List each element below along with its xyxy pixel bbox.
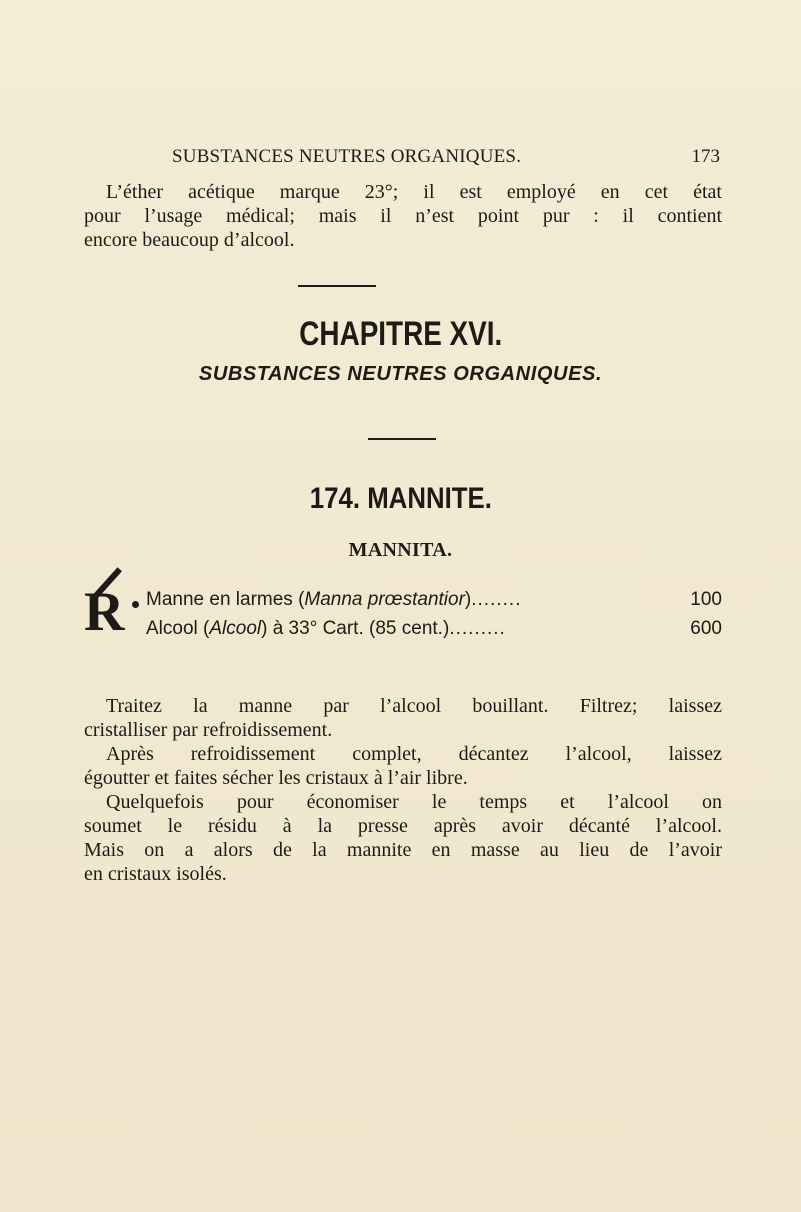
body-line: égoutter et faites sécher les cristaux à l’air libre.	[84, 767, 468, 789]
recipe-block	[84, 581, 724, 664]
ingredient-quantity: 100	[690, 589, 722, 610]
ingredient-quantity: 600	[690, 618, 722, 639]
intro-line-1: L’éther acétique marque 23°; il est employé en cet état	[106, 181, 722, 203]
intro-paragraph	[84, 180, 722, 252]
body-paragraph	[84, 694, 722, 742]
body-line: cristalliser par refroidissement.	[84, 719, 333, 741]
ingredient-name: Alcool (Alcool) à 33° Cart. (85 cent.).........	[146, 618, 506, 639]
top-divider-rule	[298, 285, 376, 287]
intro-line-3: encore beaucoup d’alcool.	[84, 229, 295, 251]
body-line: Quelquefois pour économiser le temps et l’alcool on	[106, 791, 722, 813]
section-divider-rule	[368, 438, 436, 440]
chapter-subtitle: SUBSTANCES NEUTRES ORGANIQUES.	[198, 363, 603, 385]
page-number: 173	[691, 146, 720, 167]
article-title: 174. MANNITE.	[309, 482, 492, 515]
body-line: Après refroidissement complet, décantez l’alcool, laissez	[106, 743, 722, 765]
dot-leader: .........	[449, 618, 506, 639]
body-line: en cristaux isolés.	[84, 863, 227, 885]
dot-leader: ........	[471, 589, 522, 610]
intro-line-2: pour l’usage médical; mais il n’est point pur : il contient	[84, 205, 722, 227]
page-header	[172, 146, 720, 168]
ingredient-latin-name: Manna prœstantior	[304, 589, 465, 610]
ingredient-latin-name: Alcool	[209, 618, 262, 639]
body-line: Traitez la manne par l’alcool bouillant. Filtrez; laissez	[106, 695, 722, 717]
article-latin-name: MANNITA.	[348, 539, 453, 561]
chapter-title: CHAPITRE XVI.	[299, 315, 503, 353]
body-line: soumet le résidu à la presse après avoir décanté l’alcool.	[84, 815, 722, 837]
ingredient-name: Manne en larmes (Manna prœstantior)........	[146, 589, 522, 610]
rx-letter: R	[84, 581, 125, 643]
body-paragraph	[84, 790, 722, 886]
running-title: SUBSTANCES NEUTRES ORGANIQUES.	[172, 146, 522, 167]
body-paragraph	[84, 742, 722, 790]
body-line: Mais on a alors de la mannite en masse au lieu de l’avoir	[84, 839, 722, 861]
rx-symbol	[84, 581, 125, 643]
rx-bullet-icon	[132, 601, 139, 608]
